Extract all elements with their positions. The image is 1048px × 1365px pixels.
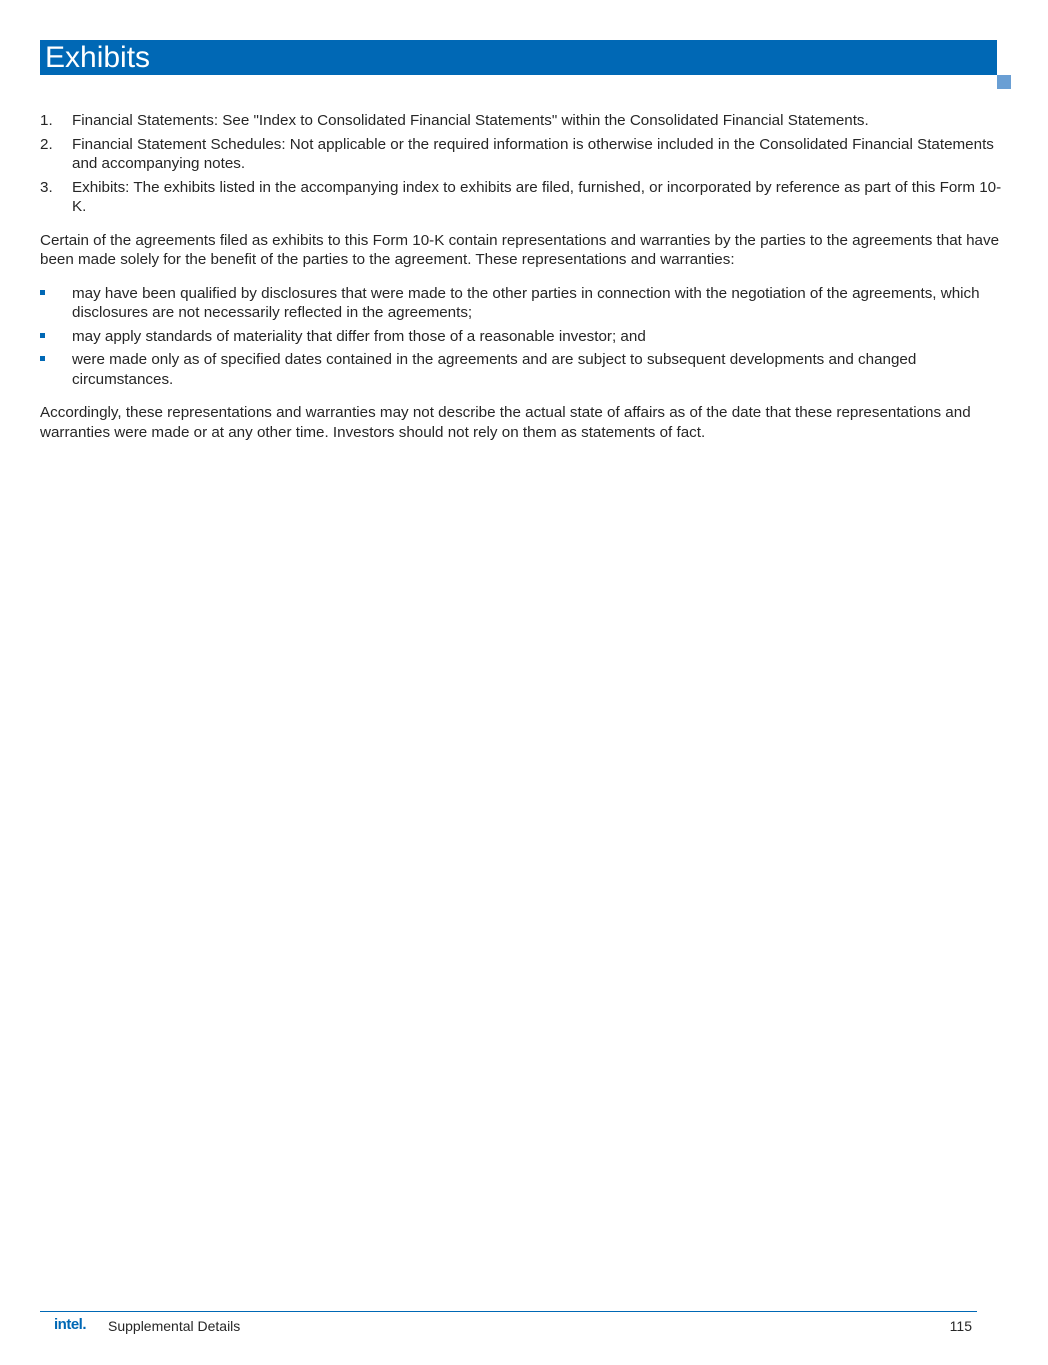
page-number: 115 — [949, 1318, 972, 1334]
bullet-square-icon — [40, 356, 45, 361]
bullet-list — [40, 284, 1008, 390]
paragraph-agreements: Certain of the agreements filed as exhibits to this Form 10-K contain representations and warranties by the parties to the agreements that have been made solely for the benefit of the parties to the agreement. These representations and warranties: — [40, 231, 1000, 268]
intel-logo: intel. — [54, 1316, 87, 1333]
paragraph-accordingly: Accordingly, these representations and warranties may not describe the actual state of affairs as of the date that these representations and warranties were made or at any other time. Investors should not rely on them as statements of fact. — [40, 404, 971, 441]
list-item — [40, 350, 1008, 389]
list-item — [40, 111, 1008, 131]
bullet-square-icon — [40, 333, 45, 338]
list-number: 2. — [40, 135, 53, 153]
numbered-list — [40, 111, 1008, 217]
page-title: Exhibits — [40, 40, 997, 75]
list-item-text: Financial Statements: See "Index to Consolidated Financial Statements" within the Consolidated Financial Statements. — [72, 112, 869, 129]
bullet-square-icon — [40, 290, 45, 295]
list-number: 1. — [40, 112, 53, 129]
list-item-text: were made only as of specified dates contained in the agreements and are subject to subsequent developments and changed circumstances. — [72, 351, 917, 388]
list-item-text: may have been qualified by disclosures that were made to the other parties in connection with the negotiation of the agreements, which disclosures are not necessarily reflected in the agreements; — [72, 284, 980, 321]
list-item-text: Financial Statement Schedules: Not applicable or the required information is otherwise included in the Consolidated Financial Statements and accompanying notes. — [72, 135, 994, 172]
list-number: 3. — [40, 178, 53, 196]
list-item-text: may apply standards of materiality that differ from those of a reasonable investor; and — [72, 327, 646, 345]
main-content — [40, 111, 1008, 456]
list-item — [40, 327, 1008, 347]
list-item-text: Exhibits: The exhibits listed in the accompanying index to exhibits are filed, furnished, or incorporated by reference as part of this Form 10-K. — [72, 178, 1002, 215]
list-item — [40, 135, 1008, 174]
corner-decoration — [997, 75, 1011, 89]
list-item — [40, 284, 1008, 323]
footer-divider — [40, 1311, 977, 1312]
footer-section-name: Supplemental Details — [108, 1318, 241, 1334]
list-item — [40, 178, 1008, 217]
